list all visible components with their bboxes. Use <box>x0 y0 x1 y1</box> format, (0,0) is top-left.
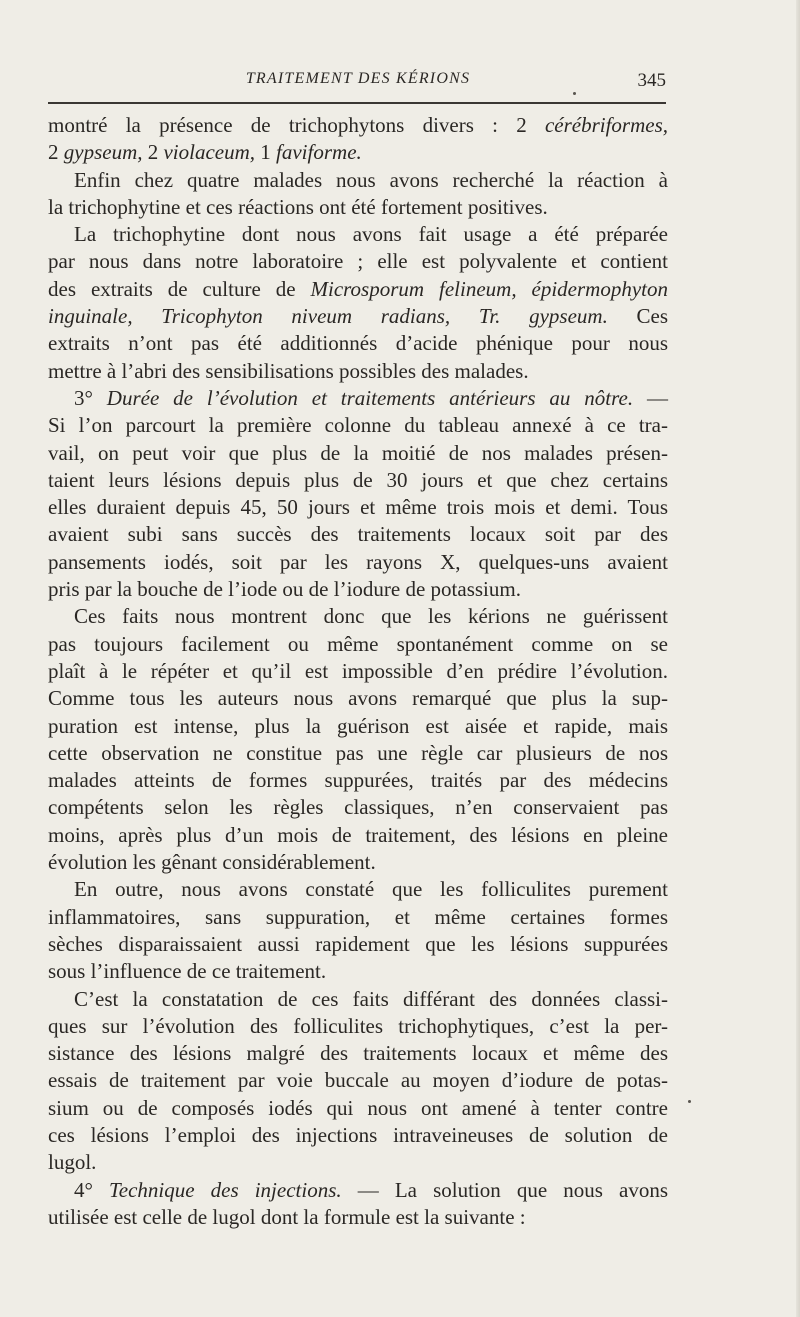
text-segment: En outre, nous avons constaté que les folliculites purement <box>74 877 668 902</box>
text-segment: par nous dans notre laboratoire ; elle est polyvalente et contient <box>48 249 668 274</box>
text-segment: 4° <box>74 1177 109 1202</box>
text-line <box>48 276 668 303</box>
text-line <box>48 1095 668 1122</box>
text-segment: inflammatoires, sans suppuration, et même certaines formes <box>48 904 668 929</box>
text-line <box>48 549 668 576</box>
header-rule <box>48 102 666 104</box>
text-line <box>48 1040 668 1067</box>
text-line <box>48 1122 668 1149</box>
text-segment: — La solution que nous avons <box>341 1177 669 1202</box>
text-line <box>48 822 668 849</box>
text-segment: malades atteints de formes suppurées, traités par des médecins <box>48 768 668 793</box>
text-segment: plaît à le répéter et qu’il est impossible d’en prédire l’évolution. <box>48 658 668 683</box>
text-line <box>48 521 668 548</box>
ink-speck <box>688 1100 691 1103</box>
text-line <box>48 1067 668 1094</box>
text-segment: extraits n’ont pas été additionnés d’acide phénique pour nous <box>48 331 668 356</box>
text-segment: ques sur l’évolution des folliculites trichophytiques, c’est la per- <box>48 1013 668 1038</box>
text-segment: utilisée est celle de lugol dont la formule est la suivante : <box>48 1204 526 1229</box>
text-line <box>48 849 668 876</box>
text-segment: 1 <box>255 140 277 165</box>
text-line <box>48 1177 668 1204</box>
text-segment: compétents selon les règles classiques, n’en conservaient pas <box>48 795 668 820</box>
text-segment: puration est intense, plus la guérison est aisée et rapide, mais <box>48 713 668 738</box>
running-head: TRAITEMENT DES KÉRIONS <box>245 70 471 87</box>
page-edge-shadow <box>796 0 800 1317</box>
italic-text: Microsporum felineum, épidermophyton <box>310 276 668 301</box>
text-line <box>48 303 668 330</box>
text-segment: cette observation ne constitue pas une règle car plusieurs de nos <box>48 740 668 765</box>
text-segment: elles duraient depuis 45, 50 jours et même trois mois et demi. Tous <box>48 495 668 520</box>
text-segment: la trichophytine et ces réactions ont été fortement positives. <box>48 194 548 219</box>
text-segment: 2 <box>48 140 64 165</box>
text-segment: Ces faits nous montrent donc que les kérions ne guérissent <box>74 604 668 629</box>
text-line <box>48 1204 668 1231</box>
text-segment: 3° <box>74 385 107 410</box>
text-line <box>48 631 668 658</box>
text-line <box>48 112 668 139</box>
italic-text: violaceum, <box>163 140 256 165</box>
text-segment: montré la présence de trichophytons divers : 2 <box>48 113 545 137</box>
text-segment: des extraits de culture de <box>48 276 311 301</box>
text-line <box>48 467 668 494</box>
text-segment: essais de traitement par voie buccale au moyen d’iodure de potas- <box>48 1068 668 1093</box>
text-segment: sium ou de composés iodés qui nous ont amené à tenter contre <box>48 1095 668 1120</box>
italic-text: Technique des injections. <box>109 1177 342 1202</box>
text-line <box>48 358 668 385</box>
text-line <box>48 330 668 357</box>
text-line <box>48 986 668 1013</box>
text-segment: La trichophytine dont nous avons fait usage a été préparée <box>74 222 668 247</box>
text-line <box>48 248 668 275</box>
italic-text: cérébriformes, <box>544 113 668 137</box>
text-line <box>48 931 668 958</box>
text-segment: Comme tous les auteurs nous avons remarqué que plus la sup- <box>48 686 668 711</box>
text-line <box>48 221 668 248</box>
text-segment: 2 <box>142 140 164 165</box>
text-line <box>48 139 668 166</box>
text-segment: sistance des lésions malgré des traitements locaux et même des <box>48 1041 668 1066</box>
text-line <box>48 685 668 712</box>
text-line <box>48 494 668 521</box>
text-segment: C’est la constatation de ces faits différant des données classi- <box>74 986 668 1011</box>
text-line <box>48 1149 668 1176</box>
text-segment: sèches disparaissaient aussi rapidement que les lésions suppurées <box>48 931 668 956</box>
text-line <box>48 767 668 794</box>
text-segment: pansements iodés, soit par les rayons X, quelques-uns avaient <box>48 549 668 574</box>
text-segment: mettre à l’abri des sensibilisations possibles des malades. <box>48 358 529 383</box>
text-line <box>48 713 668 740</box>
text-line <box>48 794 668 821</box>
text-segment: lugol. <box>48 1150 97 1175</box>
text-segment: taient leurs lésions depuis plus de 30 jours et que chez certains <box>48 467 668 492</box>
italic-text: faviforme. <box>276 140 362 165</box>
text-line <box>48 904 668 931</box>
text-segment: Ces <box>607 304 668 329</box>
text-line <box>48 576 668 603</box>
text-line <box>48 876 668 903</box>
text-line <box>48 440 668 467</box>
text-segment: avaient subi sans succès des traitements locaux soit par des <box>48 522 668 547</box>
text-line <box>48 167 668 194</box>
text-segment: ces lésions l’emploi des injections intraveineuses de solution de <box>48 1122 668 1147</box>
italic-text: gypseum, <box>63 140 143 165</box>
text-segment: vail, on peut voir que plus de la moitié de nos malades présen- <box>48 440 668 465</box>
italic-text: inguinale, Tricophyton niveum radians, Tr. gypseum. <box>48 304 608 329</box>
text-segment: sous l’influence de ce traitement. <box>48 959 327 984</box>
text-line <box>48 658 668 685</box>
page-number: 345 <box>637 70 666 91</box>
text-line <box>48 603 668 630</box>
body-text <box>48 112 668 1231</box>
text-line <box>48 740 668 767</box>
text-line <box>48 1013 668 1040</box>
text-line <box>48 412 668 439</box>
text-segment: pas toujours facilement ou même spontanément comme on se <box>48 631 668 656</box>
ink-speck <box>573 92 576 95</box>
italic-text: Durée de l’évolution et traitements antérieurs au nôtre. <box>106 385 634 410</box>
page-header <box>48 66 668 102</box>
text-line <box>48 385 668 412</box>
text-segment: — <box>633 385 669 410</box>
text-segment: évolution les gênant considérablement. <box>48 850 376 875</box>
text-line <box>48 194 668 221</box>
text-segment: moins, après plus d’un mois de traitement, des lésions en pleine <box>48 822 668 847</box>
text-line <box>48 958 668 985</box>
text-segment: Si l’on parcourt la première colonne du tableau annexé à ce tra- <box>48 413 668 438</box>
text-segment: Enfin chez quatre malades nous avons recherché la réaction à <box>74 167 668 192</box>
text-segment: pris par la bouche de l’iode ou de l’iodure de potassium. <box>48 577 521 602</box>
